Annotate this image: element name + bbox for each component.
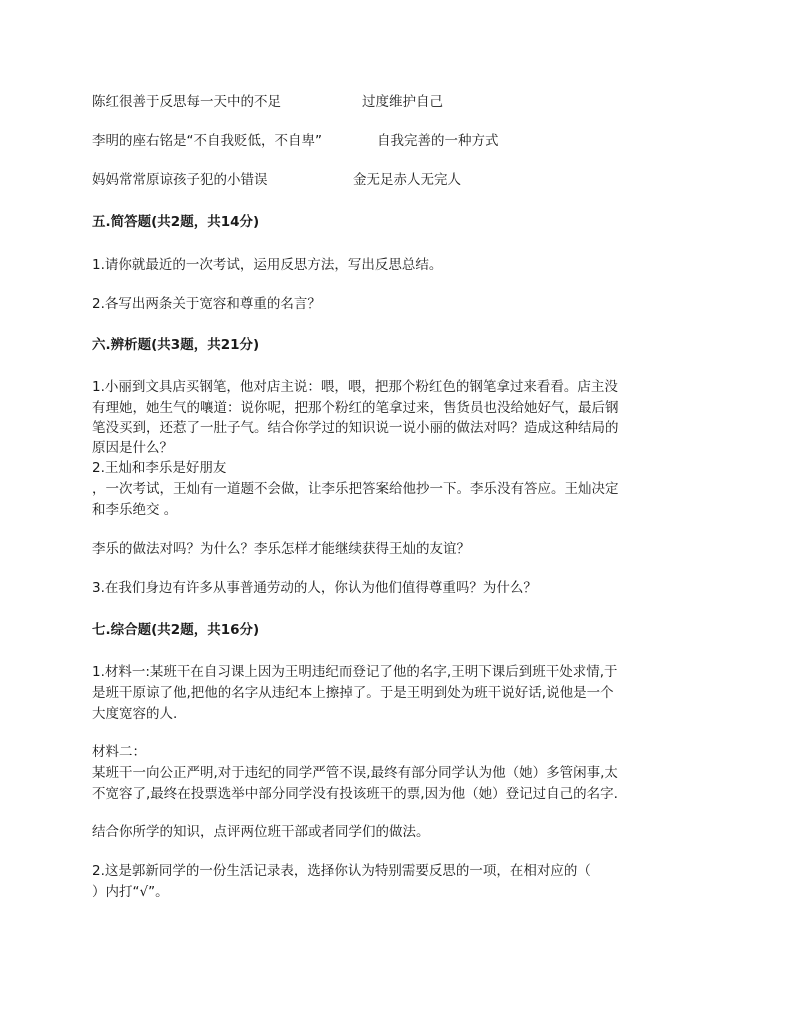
s7-material-2-label: 材料二： xyxy=(92,744,146,760)
section-7-title: 七.综合题(共2题，共16分) xyxy=(92,622,260,638)
s7-material-1-line-3: 大度宽容的人. xyxy=(92,706,178,722)
s6-q1-line-4: 原因是什么？ xyxy=(92,440,173,456)
section-5-title: 五.简答题(共2题，共14分) xyxy=(92,214,260,230)
match-left-1: 陈红很善于反思每一天中的不足 xyxy=(92,94,281,110)
match-left-3: 妈妈常常原谅孩子犯的小错误 xyxy=(92,172,268,188)
match-right-1: 过度维护自己 xyxy=(362,94,443,110)
s7-material-2-line-2: 不宽容了,最终在投票选举中部分同学没有投该班干的票,因为他（她）登记过自己的名字. xyxy=(92,786,618,802)
s6-q1-line-2: 有理她，她生气的嚷道：说你呢，把那个粉红的笔拿过来，售货员也没给她好气，最后钢 xyxy=(92,400,619,416)
s5-question-2: 2.各写出两条关于宽容和尊重的名言？ xyxy=(92,296,321,312)
s6-question-3: 3.在我们身边有许多从事普通劳动的人，你认为他们值得尊重吗？为什么？ xyxy=(92,580,537,596)
s7-material-2-line-1: 某班干一向公正严明,对于违纪的同学严管不误,最终有部分同学认为他（她）多管闲事,太 xyxy=(92,765,618,781)
match-left-2: 李明的座右铭是“不自我贬低，不自卑” xyxy=(92,133,322,149)
s6-q2-line-1: 2.王灿和李乐是好朋友 xyxy=(92,460,227,476)
s7-q2-line-1: 2.这是郭新同学的一份生活记录表，选择你认为特别需要反思的一项，在相对应的（ xyxy=(92,863,591,879)
s6-q1-line-3: 笔没买到，还惹了一肚子气。结合你学过的知识说一说小丽的做法对吗？造成这种结局的 xyxy=(92,420,619,436)
s7-ask: 结合你所学的知识，点评两位班干部或者同学们的做法。 xyxy=(92,824,430,840)
s6-q1-line-1: 1.小丽到文具店买钢笔，他对店主说：喂，喂，把那个粉红色的钢笔拿过来看看。店主没 xyxy=(92,379,618,395)
match-right-2: 自我完善的一种方式 xyxy=(377,133,499,149)
s7-material-1-line-1: 1.材料一:某班干在自习课上因为王明违纪而登记了他的名字,王明下课后到班干处求情,于 xyxy=(92,664,618,680)
s6-q2-line-2: ，一次考试，王灿有一道题不会做，让李乐把答案给他抄一下。李乐没有答应。王灿决定 xyxy=(92,481,619,497)
s6-q2-line-3: 和李乐绝交 。 xyxy=(92,502,178,518)
s5-question-1: 1.请你就最近的一次考试，运用反思方法，写出反思总结。 xyxy=(92,257,443,273)
s6-q2-followup: 李乐的做法对吗？为什么？李乐怎样才能继续获得王灿的友谊？ xyxy=(92,541,470,557)
s7-q2-line-2: ）内打“√”。 xyxy=(92,884,169,900)
section-6-title: 六.辨析题(共3题，共21分) xyxy=(92,337,260,353)
s7-material-1-line-2: 是班干原谅了他,把他的名字从违纪本上擦掉了。于是王明到处为班干说好话,说他是一个 xyxy=(92,685,614,701)
match-right-3: 金无足赤人无完人 xyxy=(353,172,461,188)
